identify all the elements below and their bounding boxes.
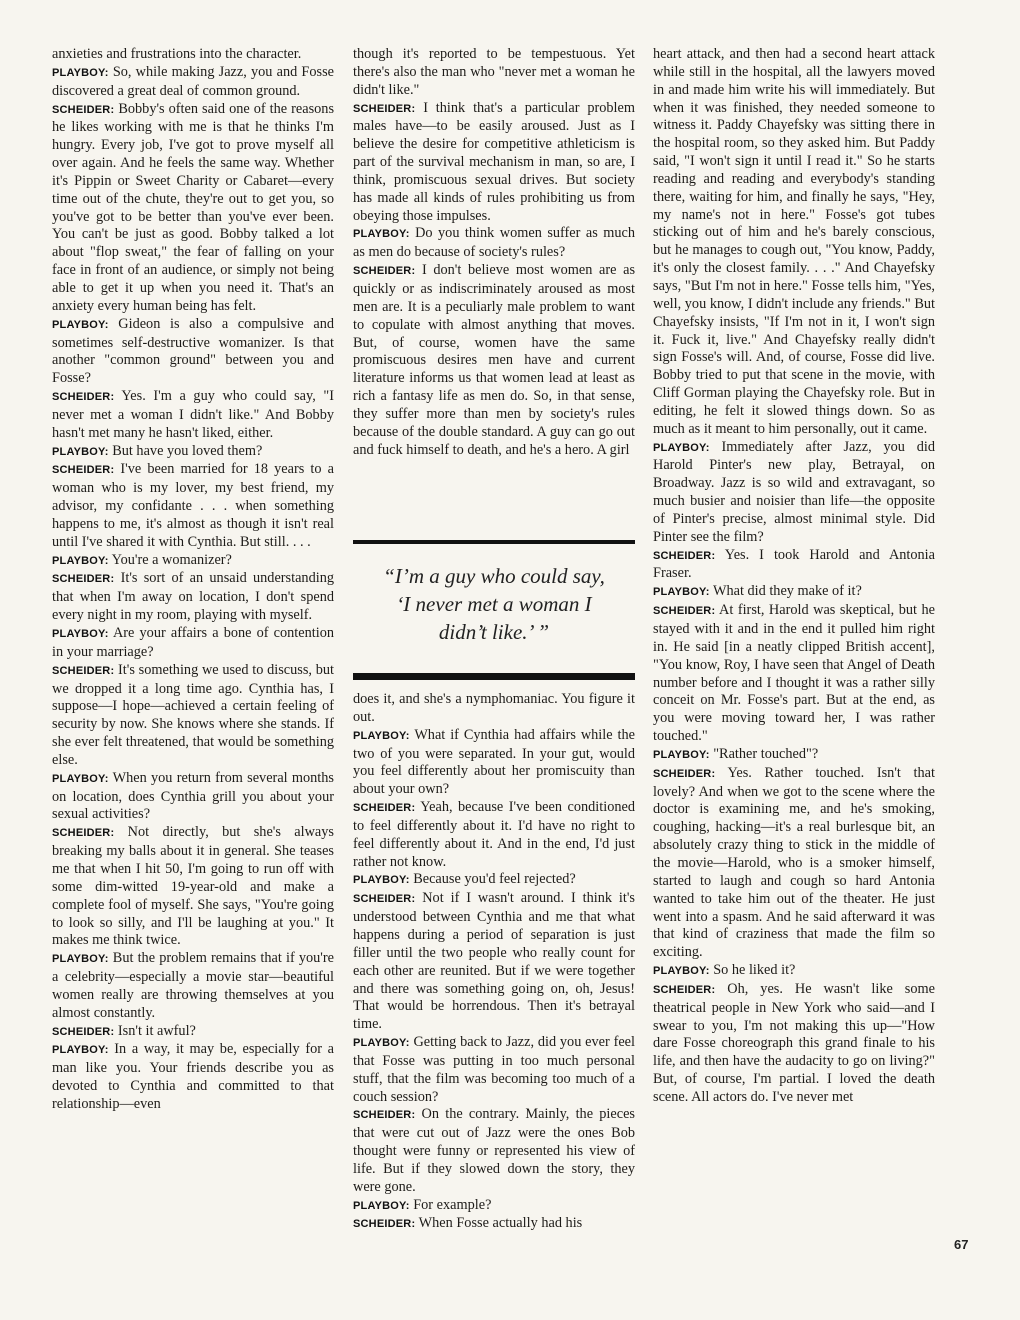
interview-paragraph bbox=[353, 890, 635, 1034]
interview-paragraph bbox=[52, 316, 334, 388]
paragraph-text: On the contrary. Mainly, the pieces that were cut out of Jazz were the ones Bob thought were funny or represented his view of life. But if they slowed down the story, they were gone. bbox=[353, 1106, 635, 1195]
interview-paragraph bbox=[653, 981, 935, 1107]
speaker-label: PLAYBOY: bbox=[52, 554, 109, 567]
interview-paragraph bbox=[653, 547, 935, 584]
interview-paragraph bbox=[52, 443, 334, 462]
text-column-3 bbox=[653, 46, 935, 1107]
speaker-label: SCHEIDER: bbox=[52, 464, 115, 477]
interview-paragraph bbox=[353, 100, 635, 226]
paragraph-text: Yeah, because I've been conditioned to feel differently about it. I'd have no right to feel differently about it. And in the end, I'd just rather not know. bbox=[353, 799, 635, 870]
speaker-label: PLAYBOY: bbox=[52, 445, 109, 458]
speaker-label: PLAYBOY: bbox=[353, 874, 410, 887]
speaker-label: PLAYBOY: bbox=[653, 965, 710, 978]
paragraph-text: In a way, it may be, especially for a man like you. Your friends describe you as devoted to Cynthia and committed to that relationship—even bbox=[52, 1041, 334, 1112]
speaker-label: SCHEIDER: bbox=[52, 103, 115, 116]
interview-paragraph bbox=[353, 727, 635, 799]
speaker-label: SCHEIDER: bbox=[353, 893, 416, 906]
interview-paragraph bbox=[353, 262, 635, 459]
interview-paragraph bbox=[653, 439, 935, 547]
pull-quote-line: ‘I never met a woman I bbox=[396, 592, 592, 616]
speaker-label: SCHEIDER: bbox=[353, 802, 416, 815]
pull-quote-bottom-rule bbox=[353, 673, 635, 680]
speaker-label: SCHEIDER: bbox=[353, 265, 416, 278]
interview-paragraph bbox=[52, 662, 334, 770]
speaker-label: SCHEIDER: bbox=[52, 573, 115, 586]
speaker-label: SCHEIDER: bbox=[52, 1025, 115, 1038]
text-column-2-top bbox=[353, 46, 635, 459]
speaker-label: SCHEIDER: bbox=[653, 605, 716, 618]
pull-quote-line: “I’m a guy who could say, bbox=[383, 564, 605, 588]
paragraph-text: So, while making Jazz, you and Fosse discovered a great deal of common ground. bbox=[52, 63, 335, 99]
speaker-label: PLAYBOY: bbox=[52, 318, 109, 331]
paragraph-text: I think that's a particular problem males have—to be easily aroused. Just as I believe the desire for competitive athleticism is part of the survival mechanism in man, so are, I think, promiscuous sexual drives. But society has made all kinds of rules prohibiting us from obeying those impulses. bbox=[353, 99, 635, 224]
paragraph-text: Oh, yes. He wasn't like some theatrical people in New York who said—and I swear to you, I'm not making this up—"How dare Fosse choreograph this grand finale to his life, and then have the audacity to go on living?" But, of course, I'm partial. I loved the death scene. All actors do. I've never met bbox=[653, 980, 935, 1105]
paragraph-text: But have you loved them? bbox=[112, 442, 263, 459]
interview-paragraph bbox=[52, 461, 334, 551]
paragraph-text: Bobby's often said one of the reasons he likes working with me is that he thinks I'm hungry. Every job, I've got to prove myself all over again. And he feels the same way. Whether it's Pippin or Sweet Charity or Cabaret—every time out of the chute, they're out to get you, so you've got to be better than you've ever been. You can't be just as good. Bobby talked a lot about "flop sweat," the fear of falling on your face in front of an audience, or simply not being able to get it up when you need it. That's an anxiety every human being has felt. bbox=[52, 100, 335, 314]
interview-paragraph bbox=[52, 570, 334, 625]
paragraph-text: Yes. I'm a guy who could say, "I never met a woman I didn't like." And Bobby hasn't met many he hasn't liked, either. bbox=[52, 388, 334, 441]
paragraph-text: Not directly, but she's always breaking my balls about it in general. She teases me that when I hit 50, I'm going to run off with some dim-witted 19-year-old and make a complete fool of myself. She says, "You're going to look so silly, and I'll be laughing at you." It makes me think twice. bbox=[52, 824, 334, 949]
interview-paragraph bbox=[653, 583, 935, 602]
page-number: 67 bbox=[954, 1237, 969, 1252]
interview-paragraph bbox=[52, 46, 334, 64]
speaker-label: PLAYBOY: bbox=[353, 1037, 410, 1050]
interview-paragraph bbox=[52, 824, 334, 950]
paragraph-text: Are your affairs a bone of contention in your marriage? bbox=[52, 625, 334, 660]
paragraph-text: Yes. Rather touched. Isn't that lovely? And when we got to the scene where the doctor is examining me, and he's smoking, coughing, hacking—it's a real burlesque bit, an absolutely crazy thing to stick in the middle of the movie—Harold, who is a smoker himself, started to laugh and cough so hard Antonia wanted to take him out of the theater. He just went into a spasm. And he said afterward it was that kind of craziness that made the film so exciting. bbox=[653, 764, 935, 961]
paragraph-text: You're a womanizer? bbox=[111, 551, 232, 568]
interview-paragraph bbox=[353, 691, 635, 727]
speaker-label: PLAYBOY: bbox=[353, 228, 410, 241]
interview-paragraph bbox=[353, 799, 635, 871]
interview-paragraph bbox=[653, 765, 935, 962]
interview-paragraph bbox=[52, 1023, 334, 1042]
speaker-label: SCHEIDER: bbox=[653, 983, 716, 996]
speaker-label: PLAYBOY: bbox=[353, 729, 410, 742]
speaker-label: PLAYBOY: bbox=[653, 441, 710, 454]
paragraph-text: Getting back to Jazz, did you ever feel that Fosse was putting in too much personal stuff, that the film was becoming too much of a couch session? bbox=[353, 1034, 635, 1105]
speaker-label: PLAYBOY: bbox=[353, 1199, 410, 1212]
speaker-label: PLAYBOY: bbox=[52, 66, 109, 79]
interview-paragraph bbox=[52, 1041, 334, 1113]
paragraph-text: At first, Harold was skeptical, but he stayed with it and in the end it pulled him right in. He said [in a neatly clipped British accent], "You know, Roy, I have seen that Angel of Death number before and I thought it was a rather silly conceit on Mr. Fosse's part. But at the end, as you were moving toward her, I was rather touched." bbox=[653, 602, 935, 745]
interview-paragraph bbox=[653, 746, 935, 765]
paragraph-text: What if Cynthia had affairs while the two of you were separated. In your gut, would you feel differently about her promiscuity than about your own? bbox=[353, 726, 635, 798]
speaker-label: PLAYBOY: bbox=[52, 953, 109, 966]
interview-paragraph bbox=[52, 388, 334, 443]
paragraph-text: Yes. I took Harold and Antonia Fraser. bbox=[653, 546, 935, 582]
paragraph-text: It's something we used to discuss, but we dropped it a long time ago. Cynthia has, I suppose—I hope—achieved a certain feeling of security by now. She knows where she stands. If she ever felt threatened, that would be something else. bbox=[52, 661, 334, 768]
paragraph-text: Gideon is also a compulsive and sometimes self-destructive womanizer. Is that another "common ground" between you and Fosse? bbox=[52, 315, 334, 387]
interview-paragraph bbox=[353, 46, 635, 100]
paragraph-text: "Rather touched"? bbox=[713, 745, 819, 762]
paragraph-text: So he liked it? bbox=[713, 962, 796, 979]
pull-quote-top-rule bbox=[353, 540, 635, 544]
speaker-label: PLAYBOY: bbox=[52, 628, 109, 640]
speaker-label: SCHEIDER: bbox=[52, 827, 115, 840]
speaker-label: PLAYBOY: bbox=[52, 772, 109, 785]
paragraph-text: Not if I wasn't around. I think it's understood between Cynthia and me that what happens during a period of separation is just filler until the two people who really count for each other are reunited. But if we were together and there was something going on, oh, Jesus! That would be horrendous. Then it's betrayal time. bbox=[353, 890, 635, 1033]
interview-paragraph bbox=[52, 552, 334, 571]
pull-quote bbox=[353, 540, 635, 680]
interview-paragraph bbox=[52, 950, 334, 1022]
paragraph-text: It's sort of an unsaid understanding that when I'm away on location, I don't spend every night in my room, playing with myself. bbox=[52, 570, 335, 624]
paragraph-text: When you return from several months on location, does Cynthia grill you about your sexual activities? bbox=[52, 769, 334, 823]
paragraph-text: What did they make of it? bbox=[712, 583, 862, 600]
paragraph-text: anxieties and frustrations into the character. bbox=[52, 46, 302, 62]
pull-quote-text bbox=[353, 562, 635, 646]
speaker-label: SCHEIDER: bbox=[353, 1109, 416, 1122]
interview-paragraph bbox=[52, 770, 334, 825]
interview-paragraph bbox=[52, 64, 334, 101]
speaker-label: PLAYBOY: bbox=[52, 1044, 109, 1057]
paragraph-text: Because you'd feel rejected? bbox=[413, 871, 576, 888]
interview-paragraph bbox=[52, 625, 334, 662]
speaker-label: PLAYBOY: bbox=[653, 748, 710, 761]
paragraph-text: Do you think women suffer as much as men do because of society's rules? bbox=[353, 225, 635, 261]
paragraph-text: though it's reported to be tempestuous. Yet there's also the man who "never met a woman he didn't like." bbox=[353, 46, 635, 98]
speaker-label: SCHEIDER: bbox=[653, 549, 716, 562]
paragraph-text: For example? bbox=[413, 1196, 492, 1213]
speaker-label: SCHEIDER: bbox=[353, 1218, 416, 1231]
text-column-2-bottom bbox=[353, 691, 635, 1234]
paragraph-text: I've been married for 18 years to a woman who is my lover, my best friend, my advisor, my confidante . . . when something happens to me, it's almost as though it isn't real until I've shared it with Cynthia. But still. . . . bbox=[52, 461, 334, 550]
speaker-label: SCHEIDER: bbox=[52, 664, 115, 677]
interview-paragraph bbox=[353, 1106, 635, 1196]
speaker-label: PLAYBOY: bbox=[653, 586, 710, 599]
interview-paragraph bbox=[653, 962, 935, 981]
paragraph-text: Immediately after Jazz, you did Harold Pinter's new play, Betrayal, on Broadway. Jazz is so wild and extravagant, so much busier and noisier than life—the opposite of Pinter's precise, almost minimal style. Did Pinter see the film? bbox=[653, 438, 935, 545]
interview-paragraph bbox=[353, 225, 635, 262]
paragraph-text: But the problem remains that if you're a celebrity—especially a movie star—beautiful women really are throwing themselves at you almost constantly. bbox=[52, 950, 334, 1021]
paragraph-text: When Fosse actually had his bbox=[418, 1215, 583, 1232]
interview-paragraph bbox=[353, 1215, 635, 1234]
interview-paragraph bbox=[353, 1034, 635, 1106]
paragraph-text: heart attack, and then had a second heart attack while still in the hospital, all the lawyers moved in and made him write his will immediately. But when it was finished, they needed someone to witness it. Paddy Chayefsky was sitting there in the hospital room, so they asked him. But Paddy said, "I won't sign it until I read it." So he starts reading and reading and everybody's standing there, waiting for him, and finally he says, "Hey, my name's not in here." Fosse's got tubes sticking out of him and he's barely conscious, but he manages to cough out, "You know, Paddy, it's only the closest family. . . ." And Chayefsky says, "But I'm not in here." Fosse tells him, "Yes, well, you know, I didn't include any friends." But Chayefsky insists, "If I'm not in it, I won't sign it. Fuck it, live." And Chayefsky really didn't sign Fosse's will. And, of course, Fosse did live. Bobby tried to put that scene in the movie, with Cliff Gorman playing the Chayefsky role. But in editing, he felt it slowed things down. So as much as it meant to him personally, out it came. bbox=[653, 46, 935, 437]
paragraph-text: Isn't it awful? bbox=[117, 1022, 196, 1039]
interview-paragraph bbox=[353, 871, 635, 890]
paragraph-text: does it, and she's a nymphomaniac. You figure it out. bbox=[353, 691, 635, 725]
speaker-label: SCHEIDER: bbox=[52, 391, 115, 404]
paragraph-text: I don't believe most women are as quickly or as indiscriminately aroused as most men are. It is a peculiarly male problem to want to copulate with almost anything that moves. But, of course, women have the same promiscuous desires men have and current literature informs us that women lead at least as rich a fantasy life as men do. So, in that sense, they suffer more than men by society's rules because of the double standard. A guy can go out and fuck himself to death, and he's a hero. A girl bbox=[353, 262, 636, 458]
interview-paragraph bbox=[653, 46, 935, 439]
interview-paragraph bbox=[353, 1197, 635, 1216]
speaker-label: SCHEIDER: bbox=[653, 767, 716, 780]
text-column-1 bbox=[52, 46, 334, 1114]
speaker-label: SCHEIDER: bbox=[353, 102, 416, 115]
interview-paragraph bbox=[52, 101, 334, 316]
interview-paragraph bbox=[653, 602, 935, 746]
pull-quote-line: didn’t like.’ ” bbox=[438, 620, 550, 644]
